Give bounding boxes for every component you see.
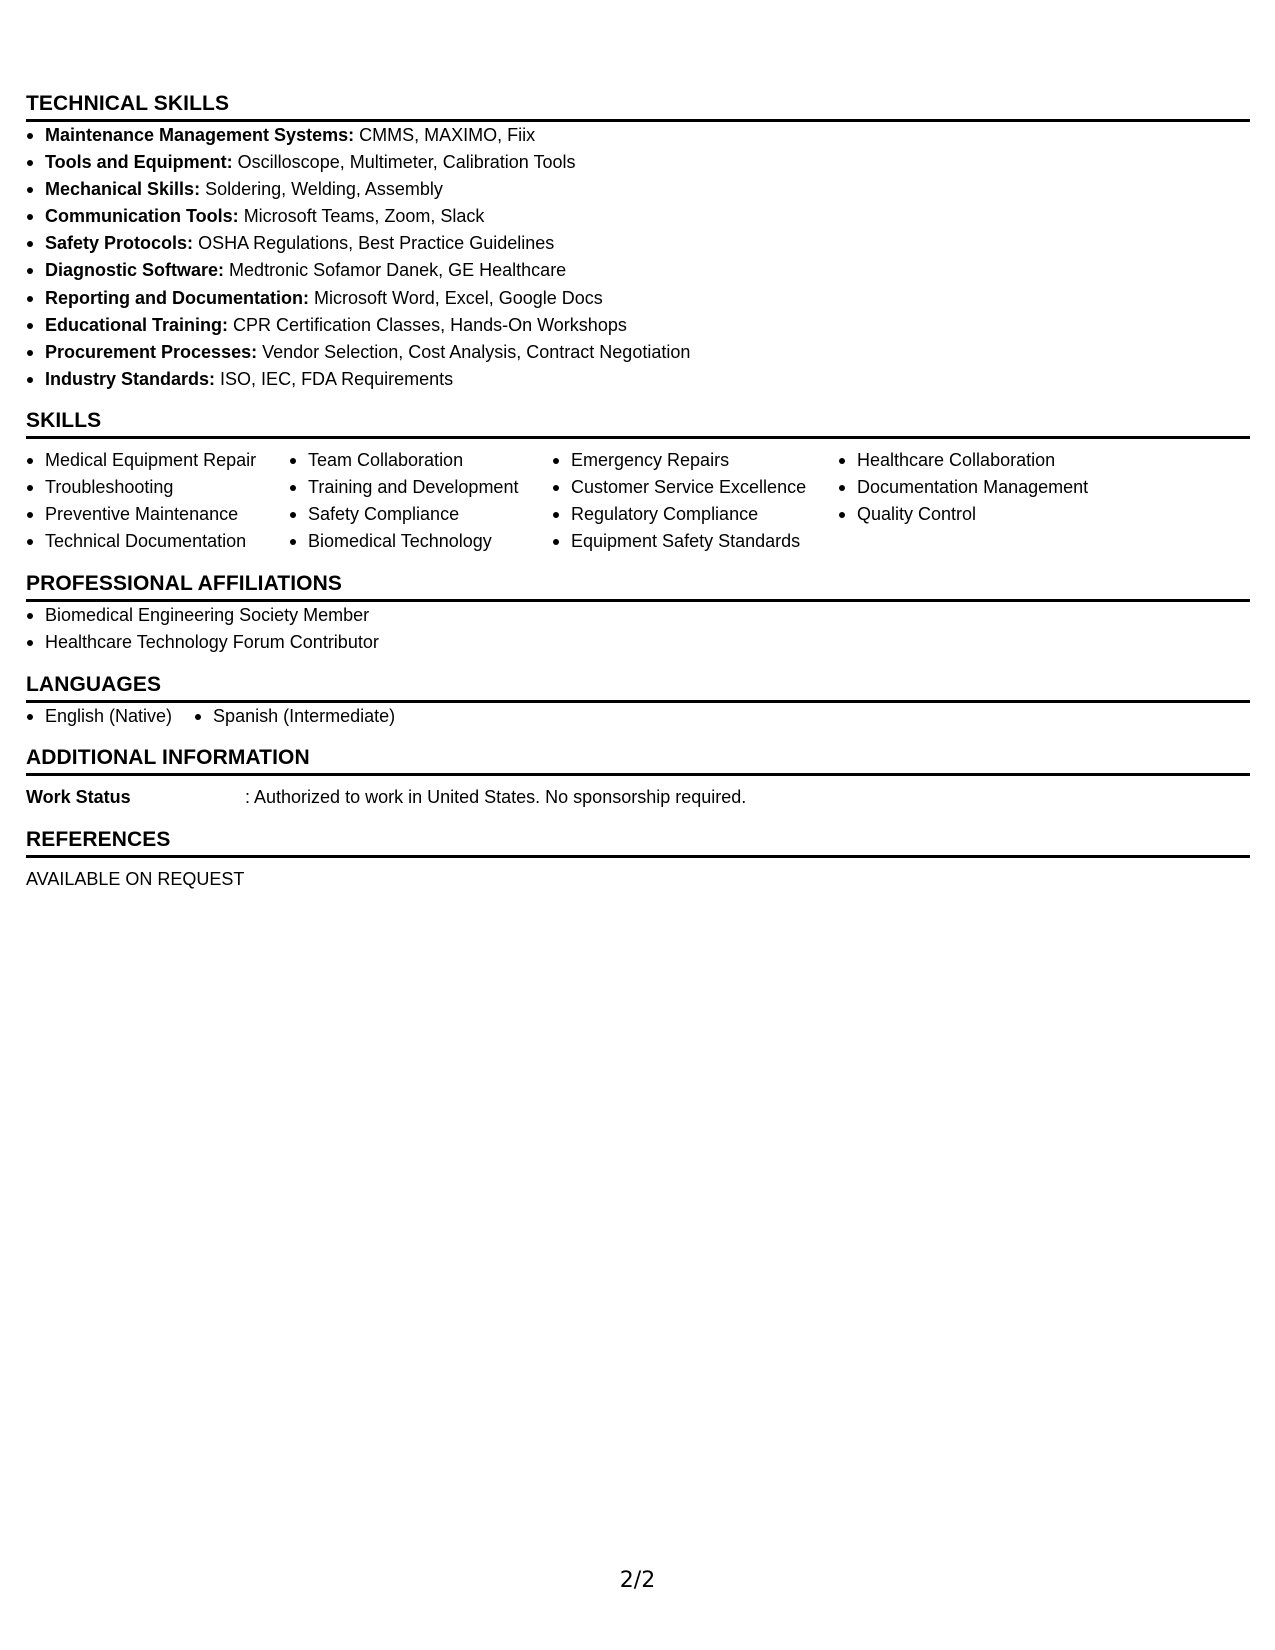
languages-heading: LANGUAGES <box>26 671 1250 703</box>
affiliations-heading: PROFESSIONAL AFFILIATIONS <box>26 570 1250 602</box>
work-status-row <box>26 784 1250 811</box>
technical-skill-category: Safety Protocols: <box>45 233 194 254</box>
technical-skill-values: CPR Certification Classes, Hands-On Workshops <box>233 314 627 335</box>
technical-skill-values: Microsoft Word, Excel, Google Docs <box>314 287 603 308</box>
technical-skill-category: Reporting and Documentation: <box>45 287 309 308</box>
skill-item: Regulatory Compliance <box>552 501 838 528</box>
affiliations-section <box>26 570 1250 656</box>
skill-item: Documentation Management <box>838 474 1138 501</box>
skill-item: Troubleshooting <box>26 474 289 501</box>
technical-skill-category: Industry Standards: <box>45 368 216 389</box>
skill-item: Preventive Maintenance <box>26 501 289 528</box>
skill-item: Equipment Safety Standards <box>552 528 838 555</box>
technical-skills-section <box>26 90 1250 393</box>
technical-skill-values: Soldering, Welding, Assembly <box>205 179 443 200</box>
work-status-value: : Authorized to work in United States. No sponsorship required. <box>245 786 747 807</box>
affiliations-list <box>26 602 1250 656</box>
skills-column <box>289 447 552 555</box>
technical-skill-item <box>26 339 1250 366</box>
skill-item: Quality Control <box>838 501 1138 528</box>
languages-list <box>26 703 1250 730</box>
technical-skill-item <box>26 285 1250 312</box>
technical-skill-item <box>26 257 1250 284</box>
technical-skill-values: Microsoft Teams, Zoom, Slack <box>243 206 485 227</box>
skill-item: Technical Documentation <box>26 528 289 555</box>
skills-section <box>26 407 1250 555</box>
skills-column <box>26 447 289 555</box>
skills-grid <box>26 447 1250 555</box>
skill-item: Training and Development <box>289 474 552 501</box>
skill-item: Customer Service Excellence <box>552 474 838 501</box>
references-section <box>26 826 1250 893</box>
skill-item: Biomedical Technology <box>289 528 552 555</box>
technical-skill-item <box>26 230 1250 257</box>
affiliation-item: Healthcare Technology Forum Contributor <box>26 629 1250 656</box>
skill-item: Safety Compliance <box>289 501 552 528</box>
languages-section <box>26 671 1250 730</box>
technical-skill-category: Maintenance Management Systems: <box>45 125 355 145</box>
skills-column <box>552 447 838 555</box>
skills-column <box>838 447 1138 555</box>
page-number: 2/2 <box>619 1568 656 1593</box>
technical-skill-category: Diagnostic Software: <box>45 260 225 281</box>
technical-skill-values: Vendor Selection, Cost Analysis, Contract Negotiation <box>262 341 691 362</box>
additional-information-section <box>26 744 1250 811</box>
skills-heading: SKILLS <box>26 407 1250 439</box>
technical-skill-category: Tools and Equipment: <box>45 152 233 173</box>
resume-page <box>26 90 1250 893</box>
skill-item: Healthcare Collaboration <box>838 447 1138 474</box>
skill-item: Team Collaboration <box>289 447 552 474</box>
technical-skill-category: Educational Training: <box>45 314 229 335</box>
technical-skill-item <box>26 122 1250 149</box>
affiliation-item: Biomedical Engineering Society Member <box>26 602 1250 629</box>
technical-skills-heading: TECHNICAL SKILLS <box>26 90 1250 122</box>
technical-skill-values: ISO, IEC, FDA Requirements <box>220 368 454 389</box>
skill-item: Emergency Repairs <box>552 447 838 474</box>
skill-item: Medical Equipment Repair <box>26 447 289 474</box>
technical-skill-item <box>26 312 1250 339</box>
language-item: English (Native) <box>26 703 172 730</box>
references-heading: REFERENCES <box>26 826 1250 858</box>
language-item: Spanish (Intermediate) <box>194 703 395 730</box>
technical-skill-values: Medtronic Sofamor Danek, GE Healthcare <box>229 260 567 281</box>
technical-skill-values: Oscilloscope, Multimeter, Calibration Tools <box>237 152 576 173</box>
technical-skill-item <box>26 203 1250 230</box>
technical-skill-item <box>26 176 1250 203</box>
additional-information-heading: ADDITIONAL INFORMATION <box>26 744 1250 776</box>
technical-skill-category: Communication Tools: <box>45 206 239 227</box>
technical-skill-category: Procurement Processes: <box>45 341 258 362</box>
technical-skills-list <box>26 122 1250 393</box>
references-text: AVAILABLE ON REQUEST <box>26 868 245 889</box>
technical-skill-item <box>26 366 1250 393</box>
technical-skill-item <box>26 149 1250 176</box>
technical-skill-values: CMMS, MAXIMO, Fiix <box>359 125 536 145</box>
technical-skill-values: OSHA Regulations, Best Practice Guidelines <box>198 233 555 254</box>
technical-skill-category: Mechanical Skills: <box>45 179 201 200</box>
work-status-label: Work Status <box>26 786 131 807</box>
